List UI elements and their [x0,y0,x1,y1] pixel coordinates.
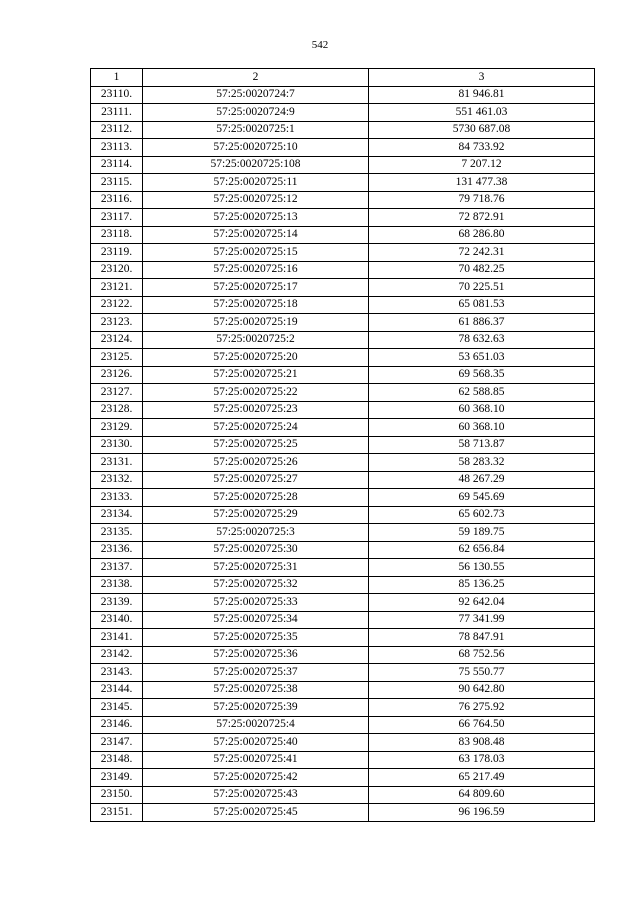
cadastral-number-cell: 57:25:0020725:21 [143,366,369,384]
value-cell: 90 642.80 [369,681,595,699]
cadastral-number-cell: 57:25:0020725:43 [143,786,369,804]
value-cell: 59 189.75 [369,524,595,542]
cadastral-number-cell: 57:25:0020725:4 [143,716,369,734]
value-cell: 69 568.35 [369,366,595,384]
column-header-value: 3 [369,69,595,87]
table-row [91,191,595,209]
cadastral-number-cell: 57:25:0020725:42 [143,769,369,787]
table-row [91,611,595,629]
value-cell: 551 461.03 [369,104,595,122]
cadastral-number-cell: 57:25:0020725:24 [143,419,369,437]
cadastral-number-cell: 57:25:0020725:11 [143,174,369,192]
row-number-cell: 23110. [91,86,143,104]
table-row [91,156,595,174]
cadastral-number-cell: 57:25:0020725:12 [143,191,369,209]
table-row [91,786,595,804]
cadastral-number-cell: 57:25:0020725:30 [143,541,369,559]
table-row [91,489,595,507]
value-cell: 65 217.49 [369,769,595,787]
table-row [91,506,595,524]
value-cell: 65 602.73 [369,506,595,524]
value-cell: 7 207.12 [369,156,595,174]
cadastral-number-cell: 57:25:0020724:7 [143,86,369,104]
value-cell: 72 872.91 [369,209,595,227]
table-row [91,576,595,594]
cadastral-number-cell: 57:25:0020725:36 [143,646,369,664]
row-number-cell: 23149. [91,769,143,787]
row-number-cell: 23119. [91,244,143,262]
table-row [91,366,595,384]
row-number-cell: 23135. [91,524,143,542]
value-cell: 62 588.85 [369,384,595,402]
cadastral-number-cell: 57:25:0020725:31 [143,559,369,577]
table-row [91,349,595,367]
table-row [91,121,595,139]
table-row [91,261,595,279]
table-row [91,331,595,349]
cadastral-number-cell: 57:25:0020725:37 [143,664,369,682]
value-cell: 62 656.84 [369,541,595,559]
row-number-cell: 23150. [91,786,143,804]
row-number-cell: 23148. [91,751,143,769]
value-cell: 63 178.03 [369,751,595,769]
value-cell: 69 545.69 [369,489,595,507]
table-row [91,139,595,157]
row-number-cell: 23117. [91,209,143,227]
value-cell: 56 130.55 [369,559,595,577]
table-row [91,471,595,489]
value-cell: 131 477.38 [369,174,595,192]
row-number-cell: 23131. [91,454,143,472]
cadastral-number-cell: 57:25:0020725:27 [143,471,369,489]
value-cell: 72 242.31 [369,244,595,262]
table-row [91,454,595,472]
cadastral-number-cell: 57:25:0020725:25 [143,436,369,454]
cadastral-number-cell: 57:25:0020725:18 [143,296,369,314]
row-number-cell: 23144. [91,681,143,699]
row-number-cell: 23125. [91,349,143,367]
row-number-cell: 23151. [91,804,143,822]
cadastral-number-cell: 57:25:0020725:32 [143,576,369,594]
row-number-cell: 23118. [91,226,143,244]
value-cell: 78 847.91 [369,629,595,647]
value-cell: 68 286.80 [369,226,595,244]
cadastral-number-cell: 57:25:0020725:20 [143,349,369,367]
cadastral-number-cell: 57:25:0020725:13 [143,209,369,227]
row-number-cell: 23139. [91,594,143,612]
value-cell: 5730 687.08 [369,121,595,139]
value-cell: 85 136.25 [369,576,595,594]
value-cell: 75 550.77 [369,664,595,682]
cadastral-number-cell: 57:25:0020725:40 [143,734,369,752]
table-row [91,769,595,787]
table-row [91,209,595,227]
row-number-cell: 23127. [91,384,143,402]
table-row [91,401,595,419]
value-cell: 64 809.60 [369,786,595,804]
column-header-cadastral-number: 2 [143,69,369,87]
value-cell: 58 713.87 [369,436,595,454]
cadastral-number-cell: 57:25:0020725:108 [143,156,369,174]
cadastral-number-cell: 57:25:0020725:15 [143,244,369,262]
row-number-cell: 23121. [91,279,143,297]
value-cell: 60 368.10 [369,419,595,437]
table-row [91,681,595,699]
table-row [91,751,595,769]
cadastral-number-cell: 57:25:0020725:38 [143,681,369,699]
row-number-cell: 23143. [91,664,143,682]
cadastral-value-table [90,68,595,822]
table-row [91,279,595,297]
table-row [91,384,595,402]
page-number: 542 [311,39,329,51]
cadastral-number-cell: 57:25:0020725:39 [143,699,369,717]
table-row [91,734,595,752]
cadastral-number-cell: 57:25:0020725:26 [143,454,369,472]
value-cell: 76 275.92 [369,699,595,717]
table-body [91,86,595,821]
table-row [91,699,595,717]
cadastral-number-cell: 57:25:0020724:9 [143,104,369,122]
row-number-cell: 23136. [91,541,143,559]
table-row [91,716,595,734]
cadastral-number-cell: 57:25:0020725:29 [143,506,369,524]
value-cell: 92 642.04 [369,594,595,612]
cadastral-number-cell: 57:25:0020725:22 [143,384,369,402]
row-number-cell: 23134. [91,506,143,524]
row-number-cell: 23141. [91,629,143,647]
cadastral-number-cell: 57:25:0020725:23 [143,401,369,419]
cadastral-number-cell: 57:25:0020725:41 [143,751,369,769]
value-cell: 48 267.29 [369,471,595,489]
table-row [91,524,595,542]
table-row [91,314,595,332]
table-row [91,436,595,454]
value-cell: 53 651.03 [369,349,595,367]
table-row [91,559,595,577]
table-row [91,226,595,244]
cadastral-number-cell: 57:25:0020725:35 [143,629,369,647]
value-cell: 77 341.99 [369,611,595,629]
cadastral-number-cell: 57:25:0020725:33 [143,594,369,612]
cadastral-number-cell: 57:25:0020725:34 [143,611,369,629]
row-number-cell: 23115. [91,174,143,192]
row-number-cell: 23123. [91,314,143,332]
table-row [91,629,595,647]
row-number-cell: 23137. [91,559,143,577]
row-number-cell: 23147. [91,734,143,752]
row-number-cell: 23140. [91,611,143,629]
value-cell: 70 225.51 [369,279,595,297]
table-row [91,419,595,437]
value-cell: 84 733.92 [369,139,595,157]
row-number-cell: 23128. [91,401,143,419]
row-number-cell: 23130. [91,436,143,454]
table-row [91,804,595,822]
value-cell: 66 764.50 [369,716,595,734]
row-number-cell: 23132. [91,471,143,489]
cadastral-number-cell: 57:25:0020725:14 [143,226,369,244]
value-cell: 61 886.37 [369,314,595,332]
row-number-cell: 23129. [91,419,143,437]
table-header-row [91,69,595,87]
row-number-cell: 23146. [91,716,143,734]
table-row [91,664,595,682]
value-cell: 96 196.59 [369,804,595,822]
row-number-cell: 23124. [91,331,143,349]
row-number-cell: 23116. [91,191,143,209]
row-number-cell: 23112. [91,121,143,139]
row-number-cell: 23113. [91,139,143,157]
value-cell: 58 283.32 [369,454,595,472]
row-number-cell: 23120. [91,261,143,279]
value-cell: 60 368.10 [369,401,595,419]
row-number-cell: 23145. [91,699,143,717]
value-cell: 65 081.53 [369,296,595,314]
table-row [91,541,595,559]
table-row [91,646,595,664]
table-row [91,174,595,192]
table-row [91,594,595,612]
cadastral-number-cell: 57:25:0020725:3 [143,524,369,542]
cadastral-number-cell: 57:25:0020725:17 [143,279,369,297]
value-cell: 81 946.81 [369,86,595,104]
cadastral-number-cell: 57:25:0020725:28 [143,489,369,507]
value-cell: 79 718.76 [369,191,595,209]
table-row [91,296,595,314]
row-number-cell: 23138. [91,576,143,594]
cadastral-number-cell: 57:25:0020725:1 [143,121,369,139]
row-number-cell: 23133. [91,489,143,507]
table-row [91,104,595,122]
cadastral-number-cell: 57:25:0020725:2 [143,331,369,349]
value-cell: 78 632.63 [369,331,595,349]
cadastral-number-cell: 57:25:0020725:19 [143,314,369,332]
row-number-cell: 23122. [91,296,143,314]
row-number-cell: 23111. [91,104,143,122]
table-row [91,244,595,262]
row-number-cell: 23126. [91,366,143,384]
cadastral-number-cell: 57:25:0020725:45 [143,804,369,822]
column-header-number: 1 [91,69,143,87]
cadastral-number-cell: 57:25:0020725:16 [143,261,369,279]
value-cell: 70 482.25 [369,261,595,279]
value-cell: 83 908.48 [369,734,595,752]
row-number-cell: 23114. [91,156,143,174]
row-number-cell: 23142. [91,646,143,664]
value-cell: 68 752.56 [369,646,595,664]
table-row [91,86,595,104]
cadastral-number-cell: 57:25:0020725:10 [143,139,369,157]
